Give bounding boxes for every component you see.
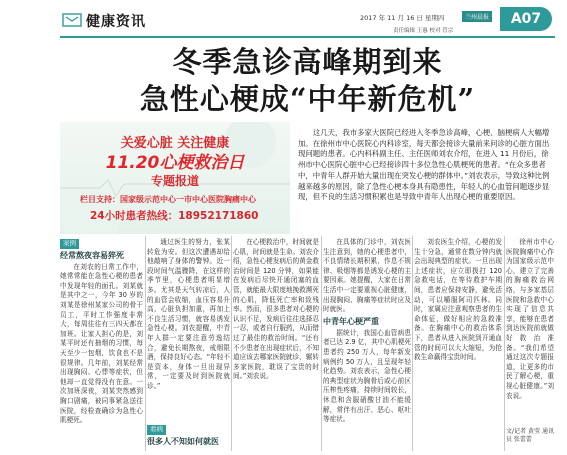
section-title: 健康资讯 [86, 14, 146, 30]
headline-line-2: 急性心梗成“中年新危机” [139, 82, 476, 116]
headline-line-1: 冬季急诊高峰期到来 [172, 45, 443, 79]
promo-hotline: 24小时患者热线：18952171860 [90, 210, 259, 222]
column-text: 在刘农的日常工作中，她常常能在急性心梗的患者中发现年轻的面孔。刘某就是其中之一，今年 30 岁的刘某是徐州某家公司的骨干员工，平时工作强度非常大，每周往往有三四天都在加班。让家人担心的是，刘某平时还有抽烟的习惯，每天至少一包烟，饮食也不是很规律。几年前，刘某经常出现胸闷、心悸等症状，但他却一直觉得没有在意。一次加班深夜，刘某突然感到胸口剧痛，被同事紧急送往医院，经检查确诊为急性心肌梗死。 [60, 262, 143, 425]
section-label: 看病 [147, 425, 166, 435]
column-text: 据统计，我国心血管病患者已达 2.9 亿，其中心肌梗死患者约 250 万人，每年新发病例约 50 万人，且呈现年轻化趋势。刘农表示，急性心梗的典型症状为胸骨后或心前区压榨性疼痛，持续时间较长，休息和含服硝酸甘油不能缓解，常伴有出汗、恶心、呕吐等症状。 [323, 328, 411, 424]
column-subhead: 中青年心梗严重 [323, 316, 379, 326]
promo-slogan: 关爱心脏 关注健康 [120, 136, 230, 151]
promo-sponsor: 栏目支持：国家级示范中心一市中心医院胸痛中心 [80, 195, 256, 204]
column-divider [321, 236, 322, 451]
article-column-6 [506, 238, 554, 451]
column-text: 通过医生的努力，张某转危为安。但这次遭遇却给他敲响了身体的警钟。近一段时间气温骤降，在这样的季节里，心梗患者明显增多。尤其是天气转凉后，人的血管会收缩，血压容易升高，心脏负担加重，再加上不良生活习惯，就容易诱发急性心梗。刘农提醒，中青年人群一定要注意劳逸结合，避免长期熬夜，戒烟限酒，保持良好心态。“年轻不是资本，身体一旦出现异常，一定要及时到医院就诊。” [147, 238, 230, 390]
page-number-badge: A07 [500, 7, 552, 31]
column-subhead: 经常熬夜容易猝死 [60, 250, 124, 260]
intro-paragraph [298, 128, 550, 203]
intro-text: 这几天，我市多家大医院已经进入冬季急诊高峰，心梗、脑梗病人大幅增加。在徐州市中心医院心内科诊室，每天都会接诊大量前来问诊的心脏方面出现问题的患者。心内科科副主任、主任医师刘农介绍，在进入 11 月份后，徐州市中心医院心脏中心已经接诊四十多位急性心肌梗死的患者。“在众多患者中，中青年人群开始大量出现在突发心梗的群体中。”刘农表示，导致这种比例越来越多的原因，除了急性心梗本身具有隐患性，年轻人的心血管问题逐步显现，但不良的生活习惯积累也是导致中青年人出现心梗的重要原因。 [298, 128, 550, 202]
column-subhead: 很多人不知如何就医 [147, 436, 219, 446]
promo-title: 11.20心梗救治日 [105, 153, 245, 173]
header-divider [60, 36, 555, 38]
article-column-5 [414, 238, 502, 451]
newspaper-name-badge: 兰州晨报 [462, 11, 492, 22]
column-divider [145, 236, 146, 451]
promo-banner [60, 122, 290, 234]
column-text-wrap [506, 238, 554, 428]
article-column-1 [60, 238, 143, 451]
article-column-3 [233, 238, 319, 451]
newspaper-section-icon [62, 12, 82, 28]
article-column-4 [323, 238, 411, 451]
column-text: 刘农医生介绍，心梗的发生十分急，通常在数分钟内就会出现典型的症状。一旦出现上述症状，应立即拨打 120 急救电话，在等待救护车期间，患者应保持安静，避免活动，可以嚼服阿司匹林。同时，家属应注意观察患者的生命体征，做好相应的急救准备。在胸痛中心的救治体系下，患者从进入医院到开通血管的时间可以大大缩短，为抢救生命赢得宝贵时间。 [414, 238, 502, 362]
article-column-2 [147, 238, 230, 451]
promo-subtitle: 专题报道 [150, 174, 199, 188]
issue-date: 2017 年 11 月 16 日 星期四 [360, 14, 445, 22]
column-text: 徐州市中心医院胸痛中心作为国家级示范中心，建立了完善的胸痛救治网络，与多家基层医院和急救中心实现了信息共享，能够在患者到达医院前就做好救治准备。“我们希望通过这次专题报道，让更多的市民了解心梗，重视心脏健康。”刘农说。 [506, 238, 554, 400]
column-text-wrap [147, 238, 230, 424]
masthead [0, 0, 567, 40]
column-text: 在具体的门诊中，刘农医生注意到，她的心梗患者中，不良情绪长期积累、作息不规律、吸烟等都是诱发心梗的主要因素。她提醒，大家在日常生活中一定要重视心脏健康，出现胸闷、胸痛等症状时应及时就医。 [323, 238, 411, 314]
column-text: 在心梗救治中，时间就是心肌，时间就是生命。刘农介绍，急性心梗发病后的黄金救治时间是 120 分钟，如果能在发病后尽快开通闭塞的血管，就能最大限度地挽救濒死的心肌，降低死亡率和致残率。然而，很多患者对心梗的认识不足，发病后往往选择忍一忍，或者自行服药，从而错过了最佳的救治时间。“还有不少患者在出现症状后，不知道应该去哪家医院就诊，辗转多家医院，耽误了宝贵的时间。”刘农说。 [233, 238, 319, 381]
case-label: 案例 [60, 239, 79, 249]
column-divider [504, 236, 505, 451]
byline: 文/记者 黄莹 通讯员 张蕾蕾 [506, 428, 554, 443]
editor-credits: 责任编辑 王惠 校对 管宗 [393, 28, 454, 34]
headline [60, 44, 555, 118]
column-divider [412, 236, 413, 451]
column-divider [231, 236, 232, 451]
